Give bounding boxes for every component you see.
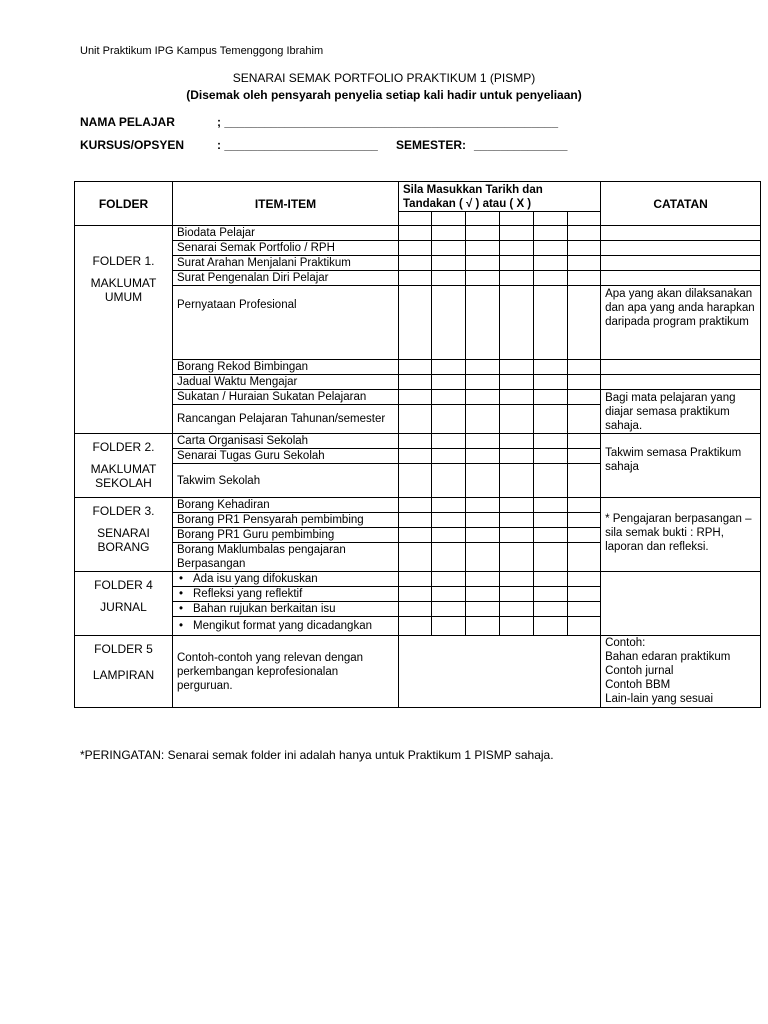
check-cell[interactable] bbox=[399, 602, 432, 617]
check-cell[interactable] bbox=[399, 256, 432, 271]
item-carta-organisasi: Carta Organisasi Sekolah bbox=[173, 434, 399, 449]
note-takwim: Takwim semasa Praktikum sahaja bbox=[601, 434, 761, 498]
check-cell[interactable] bbox=[432, 286, 466, 360]
note-line: Lain-lain yang sesuai bbox=[605, 693, 714, 705]
check-cell[interactable] bbox=[500, 375, 534, 390]
note-line: Contoh: bbox=[605, 637, 646, 649]
check-cell[interactable] bbox=[568, 587, 601, 602]
folder-1-name: FOLDER 1. bbox=[92, 254, 155, 268]
item-biodata: Biodata Pelajar bbox=[173, 226, 399, 241]
check-cell[interactable] bbox=[534, 572, 568, 587]
check-cell[interactable] bbox=[432, 587, 466, 602]
check-cell[interactable] bbox=[534, 226, 568, 241]
check-cell-merged[interactable] bbox=[399, 636, 601, 708]
kursus-opsyen-field[interactable]: : _______________________ bbox=[217, 138, 378, 152]
semester-label: SEMESTER: bbox=[396, 138, 467, 152]
check-cell[interactable] bbox=[399, 360, 432, 375]
check-cell[interactable] bbox=[399, 587, 432, 602]
nama-pelajar-field[interactable]: ; __________________________________________________ bbox=[217, 115, 559, 129]
notes-cell bbox=[601, 271, 761, 286]
semester-field[interactable]: ______________ bbox=[474, 138, 568, 152]
check-cell[interactable] bbox=[466, 226, 500, 241]
check-cell[interactable] bbox=[500, 286, 534, 360]
folder-5-sub: LAMPIRAN bbox=[92, 668, 155, 682]
check-cell[interactable] bbox=[534, 602, 568, 617]
check-cell[interactable] bbox=[568, 286, 601, 360]
header-folder: FOLDER bbox=[75, 182, 173, 226]
check-cell[interactable] bbox=[399, 498, 432, 513]
folder-5-name: FOLDER 5 bbox=[94, 642, 153, 656]
check-cell[interactable] bbox=[466, 602, 500, 617]
check-cell[interactable] bbox=[466, 528, 500, 543]
note-sukatan: Bagi mata pelajaran yang diajar semasa praktikum sahaja. bbox=[601, 390, 761, 434]
header-notes: CATATAN bbox=[601, 182, 761, 226]
check-cell[interactable] bbox=[500, 360, 534, 375]
check-cell[interactable] bbox=[466, 241, 500, 256]
item-bahan-rujukan: • Bahan rujukan berkaitan isu bbox=[173, 602, 399, 617]
item-pr1-guru: Borang PR1 Guru pembimbing bbox=[173, 528, 399, 543]
notes-cell bbox=[601, 572, 761, 636]
check-cell[interactable] bbox=[568, 390, 601, 405]
check-cell[interactable] bbox=[432, 226, 466, 241]
check-cell[interactable] bbox=[399, 572, 432, 587]
check-cell[interactable] bbox=[399, 241, 432, 256]
check-cell[interactable] bbox=[500, 617, 534, 636]
check-cell[interactable] bbox=[568, 226, 601, 241]
checklist-table bbox=[74, 181, 761, 708]
check-cell[interactable] bbox=[534, 360, 568, 375]
check-cell[interactable] bbox=[534, 271, 568, 286]
folder-2-sub: MAKLUMAT SEKOLAH bbox=[90, 462, 157, 490]
check-cell[interactable] bbox=[534, 617, 568, 636]
check-cell[interactable] bbox=[432, 390, 466, 405]
item-takwim-sekolah: Takwim Sekolah bbox=[173, 464, 399, 498]
check-cell[interactable] bbox=[500, 464, 534, 498]
check-cell[interactable] bbox=[568, 449, 601, 464]
check-cell[interactable] bbox=[432, 498, 466, 513]
document-title: SENARAI SEMAK PORTFOLIO PRAKTIKUM 1 (PISMP) bbox=[232, 71, 536, 85]
item-surat-pengenalan: Surat Pengenalan Diri Pelajar bbox=[173, 271, 399, 286]
check-cell[interactable] bbox=[399, 375, 432, 390]
check-cell[interactable] bbox=[568, 617, 601, 636]
folder-3-cell bbox=[75, 498, 173, 572]
check-cell[interactable] bbox=[399, 390, 432, 405]
check-cell[interactable] bbox=[534, 375, 568, 390]
check-cell[interactable] bbox=[500, 498, 534, 513]
check-cell[interactable] bbox=[432, 572, 466, 587]
check-cell[interactable] bbox=[399, 617, 432, 636]
notes-cell bbox=[601, 241, 761, 256]
notes-cell bbox=[601, 360, 761, 375]
check-cell[interactable] bbox=[500, 434, 534, 449]
check-cell[interactable] bbox=[534, 498, 568, 513]
check-cell[interactable] bbox=[568, 513, 601, 528]
check-cell[interactable] bbox=[534, 528, 568, 543]
check-cell[interactable] bbox=[568, 498, 601, 513]
check-cell[interactable] bbox=[432, 602, 466, 617]
check-cell[interactable] bbox=[466, 256, 500, 271]
check-cell[interactable] bbox=[432, 405, 466, 434]
folder-1-sub: MAKLUMAT UMUM bbox=[90, 276, 157, 304]
check-cell[interactable] bbox=[399, 449, 432, 464]
check-cell[interactable] bbox=[500, 543, 534, 572]
check-cell[interactable] bbox=[534, 434, 568, 449]
check-cell[interactable] bbox=[466, 464, 500, 498]
check-cell[interactable] bbox=[568, 464, 601, 498]
check-cell[interactable] bbox=[534, 390, 568, 405]
note-line: Contoh jurnal bbox=[605, 665, 674, 677]
check-cell[interactable] bbox=[534, 405, 568, 434]
note-lampiran bbox=[601, 636, 761, 708]
folder-1-cell bbox=[75, 226, 173, 434]
check-cell[interactable] bbox=[399, 271, 432, 286]
check-cell[interactable] bbox=[432, 360, 466, 375]
item-refleksi: • Refleksi yang reflektif bbox=[173, 587, 399, 602]
check-cell[interactable] bbox=[534, 286, 568, 360]
check-cell[interactable] bbox=[432, 241, 466, 256]
item-senarai-tugas: Senarai Tugas Guru Sekolah bbox=[173, 449, 399, 464]
item-contoh-contoh: Contoh-contoh yang relevan dengan perkembangan keprofesionalan perguruan. bbox=[173, 636, 399, 708]
check-cell[interactable] bbox=[432, 449, 466, 464]
check-cell[interactable] bbox=[432, 434, 466, 449]
item-sukatan: Sukatan / Huraian Sukatan Pelajaran bbox=[173, 390, 399, 405]
kursus-opsyen-label: KURSUS/OPSYEN bbox=[80, 138, 185, 152]
check-cell[interactable] bbox=[500, 271, 534, 286]
check-cell[interactable] bbox=[534, 241, 568, 256]
notes-cell bbox=[601, 375, 761, 390]
check-cell[interactable] bbox=[432, 271, 466, 286]
check-cell[interactable] bbox=[568, 271, 601, 286]
check-cell[interactable] bbox=[534, 513, 568, 528]
note-line: Bahan edaran praktikum bbox=[605, 651, 731, 663]
check-cell[interactable] bbox=[399, 543, 432, 572]
check-cell[interactable] bbox=[432, 513, 466, 528]
item-borang-kehadiran: Borang Kehadiran bbox=[173, 498, 399, 513]
check-cell[interactable] bbox=[500, 572, 534, 587]
item-rancangan: Rancangan Pelajaran Tahunan/semester bbox=[173, 405, 399, 434]
note-pengajaran-berpasangan: * Pengajaran berpasangan – sila semak bukti : RPH, laporan dan refleksi. bbox=[601, 498, 761, 572]
check-cell[interactable] bbox=[534, 587, 568, 602]
note-line: Contoh BBM bbox=[605, 679, 671, 691]
item-pr1-pensyarah: Borang PR1 Pensyarah pembimbing bbox=[173, 513, 399, 528]
check-cell[interactable] bbox=[466, 572, 500, 587]
check-cell[interactable] bbox=[432, 617, 466, 636]
folder-3-sub: SENARAI BORANG bbox=[97, 526, 150, 554]
check-cell[interactable] bbox=[466, 360, 500, 375]
check-cell[interactable] bbox=[399, 405, 432, 434]
check-cell[interactable] bbox=[568, 528, 601, 543]
check-cell[interactable] bbox=[568, 241, 601, 256]
check-cell[interactable] bbox=[466, 271, 500, 286]
folder-4-name: FOLDER 4 bbox=[94, 578, 153, 592]
check-cell[interactable] bbox=[399, 286, 432, 360]
check-cell[interactable] bbox=[568, 602, 601, 617]
check-cell[interactable] bbox=[466, 449, 500, 464]
item-senarai-semak: Senarai Semak Portfolio / RPH bbox=[173, 241, 399, 256]
check-cell[interactable] bbox=[534, 543, 568, 572]
check-cell[interactable] bbox=[466, 375, 500, 390]
item-maklumbalas: Borang Maklumbalas pengajaran Berpasangan bbox=[173, 543, 399, 572]
check-cell[interactable] bbox=[466, 543, 500, 572]
check-cell[interactable] bbox=[534, 464, 568, 498]
folder-2-cell bbox=[75, 434, 173, 498]
check-cell[interactable] bbox=[466, 498, 500, 513]
check-cell[interactable] bbox=[432, 375, 466, 390]
folder-4-sub: JURNAL bbox=[100, 600, 147, 614]
folder-4-cell bbox=[75, 572, 173, 636]
check-cell[interactable] bbox=[500, 226, 534, 241]
warning-note: *PERINGATAN: Senarai semak folder ini adalah hanya untuk Praktikum 1 PISMP sahaja. bbox=[80, 748, 554, 762]
check-cell[interactable] bbox=[466, 390, 500, 405]
check-cell[interactable] bbox=[399, 434, 432, 449]
check-cell[interactable] bbox=[432, 543, 466, 572]
header-date-check: Sila Masukkan Tarikh dan Tandakan ( √ ) atau ( X ) bbox=[399, 182, 601, 212]
check-cell[interactable] bbox=[500, 405, 534, 434]
check-cell[interactable] bbox=[432, 464, 466, 498]
check-cell[interactable] bbox=[466, 286, 500, 360]
document-subtitle: (Disemak oleh pensyarah penyelia setiap kali hadir untuk penyeliaan) bbox=[186, 88, 582, 102]
check-cell[interactable] bbox=[500, 449, 534, 464]
check-cell[interactable] bbox=[500, 390, 534, 405]
check-cell[interactable] bbox=[568, 375, 601, 390]
nama-pelajar-label: NAMA PELAJAR bbox=[80, 115, 175, 129]
check-cell[interactable] bbox=[466, 434, 500, 449]
check-cell[interactable] bbox=[466, 617, 500, 636]
header-items: ITEM-ITEM bbox=[173, 182, 399, 226]
check-cell[interactable] bbox=[500, 241, 534, 256]
check-cell[interactable] bbox=[432, 256, 466, 271]
note-pernyataan: Apa yang akan dilaksanakan dan apa yang anda harapkan daripada program praktikum bbox=[601, 286, 761, 360]
check-cell[interactable] bbox=[568, 360, 601, 375]
item-format: • Mengikut format yang dicadangkan bbox=[173, 617, 399, 636]
check-cell[interactable] bbox=[534, 256, 568, 271]
check-cell[interactable] bbox=[500, 587, 534, 602]
folder-2-name: FOLDER 2. bbox=[92, 440, 155, 454]
check-cell[interactable] bbox=[399, 464, 432, 498]
unit-header: Unit Praktikum IPG Kampus Temenggong Ibrahim bbox=[80, 45, 324, 57]
check-cell[interactable] bbox=[500, 602, 534, 617]
check-cell[interactable] bbox=[500, 513, 534, 528]
check-cell[interactable] bbox=[399, 528, 432, 543]
item-jadual-waktu: Jadual Waktu Mengajar bbox=[173, 375, 399, 390]
check-cell[interactable] bbox=[432, 528, 466, 543]
check-cell[interactable] bbox=[466, 513, 500, 528]
check-cell[interactable] bbox=[568, 256, 601, 271]
check-cell[interactable] bbox=[568, 434, 601, 449]
notes-cell bbox=[601, 256, 761, 271]
check-cell[interactable] bbox=[534, 449, 568, 464]
check-cell[interactable] bbox=[568, 572, 601, 587]
check-cell[interactable] bbox=[500, 528, 534, 543]
item-surat-arahan: Surat Arahan Menjalani Praktikum bbox=[173, 256, 399, 271]
folder-5-cell bbox=[75, 636, 173, 708]
item-isu-difokuskan: • Ada isu yang difokuskan bbox=[173, 572, 399, 587]
check-cell[interactable] bbox=[466, 405, 500, 434]
check-cell[interactable] bbox=[399, 226, 432, 241]
check-cell[interactable] bbox=[466, 587, 500, 602]
item-borang-rekod: Borang Rekod Bimbingan bbox=[173, 360, 399, 375]
folder-3-name: FOLDER 3. bbox=[92, 504, 155, 518]
check-cell[interactable] bbox=[568, 405, 601, 434]
check-cell[interactable] bbox=[399, 513, 432, 528]
check-cell[interactable] bbox=[500, 256, 534, 271]
check-cell[interactable] bbox=[568, 543, 601, 572]
item-pernyataan-profesional: Pernyataan Profesional bbox=[173, 286, 399, 360]
notes-cell bbox=[601, 226, 761, 241]
